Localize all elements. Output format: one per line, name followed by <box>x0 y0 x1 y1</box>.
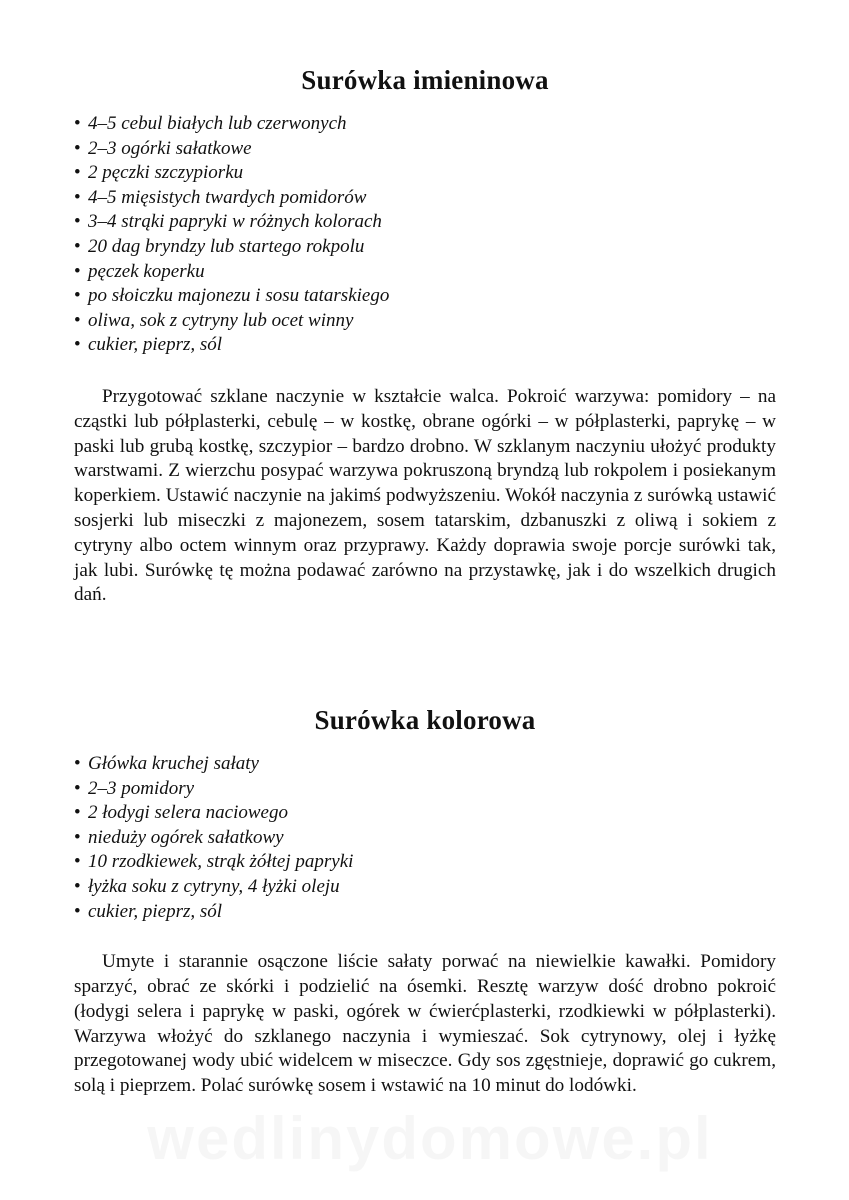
bullet-icon: • <box>74 260 81 282</box>
bullet-icon: • <box>74 211 81 233</box>
ingredient-item: • 2 łodygi selera naciowego <box>74 801 776 826</box>
ingredient-item: • po słoiczku majonezu i sosu tatarskiego <box>74 284 776 309</box>
ingredient-list <box>74 752 776 924</box>
recipe-title: Surówka kolorowa <box>314 705 536 735</box>
ingredient-item: • 10 rzodkiewek, strąk żółtej papryki <box>74 850 776 875</box>
bullet-icon: • <box>74 826 81 848</box>
ingredient-item: • nieduży ogórek sałatkowy <box>74 826 776 851</box>
bullet-icon: • <box>74 334 81 356</box>
ingredient-item: • 2–3 ogórki sałatkowe <box>74 137 776 162</box>
recipe-instructions: Przygotować szklane naczynie w kształcie walca. Pokroić warzywa: pomidory – na cząstki lub półplasterki, cebulę – w kostkę, obrane ogórki – w półplasterki, paprykę – w paski lub grubą kostkę, szczypior – bardzo drobno. W szklanym naczyniu ułożyć produkty warstwami. Z wierzchu posypać warzywa pokruszoną bryndzą lub rokpolem i posiekanym koperkiem. Ustawić naczynie na jakimś podwyższeniu. Wokół naczynia z surówką ustawić sosjerki lub miseczki z majonezem, sosem tatarskim, dzbanuszki z oliwą i sokiem z cytryny albo octem winnym oraz przyprawy. Każdy doprawia swoje porcje surówki tak, jak lubi. Surówkę tę można podawać zarówno na przystawkę, jak i do wszelkich drugich dań. <box>74 385 776 606</box>
ingredient-item: • 4–5 mięsistych twardych pomidorów <box>74 186 776 211</box>
ingredient-list <box>74 112 776 358</box>
ingredient-item: • 3–4 strąki papryki w różnych kolorach <box>74 210 776 235</box>
ingredient-item: • oliwa, sok z cytryny lub ocet winny <box>74 309 776 334</box>
bullet-icon: • <box>74 777 81 799</box>
ingredient-item: • pęczek koperku <box>74 260 776 285</box>
bullet-icon: • <box>74 137 81 159</box>
recipe-surowka-kolorowa <box>74 702 776 1099</box>
bullet-icon: • <box>74 851 81 873</box>
bullet-icon: • <box>74 162 81 184</box>
bullet-icon: • <box>74 900 81 922</box>
ingredient-item: • 2 pęczki szczypiorku <box>74 161 776 186</box>
recipe-title: Surówka imieninowa <box>301 65 549 95</box>
ingredient-item: • 20 dag bryndzy lub startego rokpolu <box>74 235 776 260</box>
ingredient-item: • Główka kruchej sałaty <box>74 752 776 777</box>
bullet-icon: • <box>74 309 81 331</box>
ingredient-item: • cukier, pieprz, sól <box>74 333 776 358</box>
watermark <box>110 1104 750 1173</box>
ingredient-item: • 4–5 cebul białych lub czerwonych <box>74 112 776 137</box>
ingredient-item: • łyżka soku z cytryny, 4 łyżki oleju <box>74 875 776 900</box>
bullet-icon: • <box>74 113 81 134</box>
ingredient-item: • 2–3 pomidory <box>74 777 776 802</box>
recipe-surowka-imieninowa <box>74 62 776 608</box>
bullet-icon: • <box>74 235 81 257</box>
bullet-icon: • <box>74 186 81 208</box>
ingredient-item: • cukier, pieprz, sól <box>74 900 776 925</box>
bullet-icon: • <box>74 875 81 897</box>
recipe-instructions: Umyte i starannie osączone liście sałaty porwać na niewielkie kawałki. Pomidory sparzyć, obrać ze skórki i podzielić na ósemki. Resztę warzyw dość drobno pokroić (łodygi selera i paprykę w paski, ogórek w ćwierćplasterki, rzodkiewki w półplasterki). Warzywa włożyć do szklanego naczynia i wymieszać. Sok cytrynowy, olej i łyżkę przegotowanej wody ubić widelcem w miseczce. Gdy sos zgęstnieje, doprawić go cukrem, solą i pieprzem. Polać surówkę sosem i wstawić na 10 minut do lodówki. <box>74 951 776 1097</box>
bullet-icon: • <box>74 285 81 307</box>
bullet-icon: • <box>74 753 81 774</box>
bullet-icon: • <box>74 802 81 824</box>
